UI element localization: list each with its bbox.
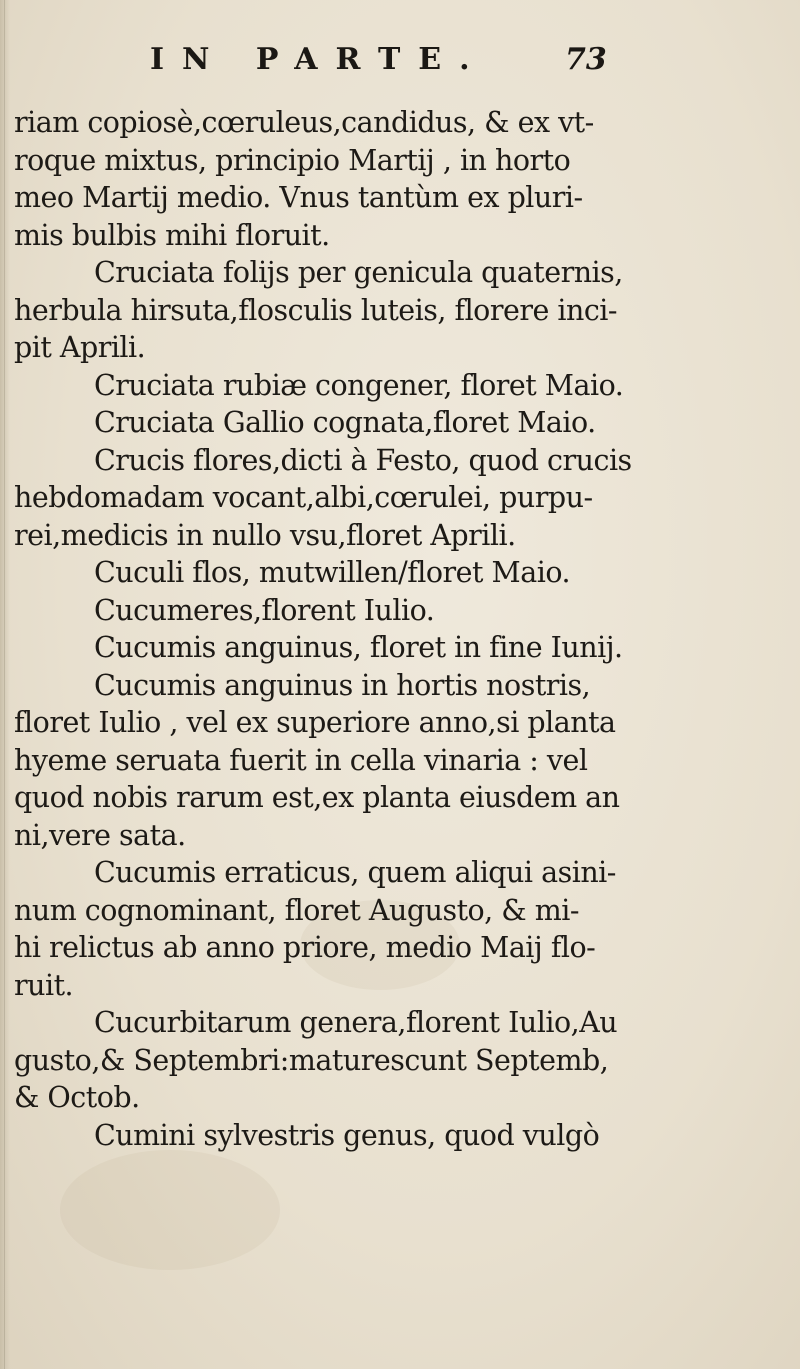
text-line: rei,medicis in nullo vsu,floret Aprili. xyxy=(14,518,516,552)
text-line: ni,vere sata. xyxy=(14,818,186,852)
text-line: herbula hirsuta,flosculis luteis, florere inci- xyxy=(14,293,618,327)
text-line: Cruciata folijs per genicula quaternis, xyxy=(94,256,623,289)
text-line: & Octob. xyxy=(14,1081,140,1114)
page-edge-line xyxy=(4,0,5,1369)
text-line: Cruciata Gallio cognata,floret Maio. xyxy=(94,406,596,439)
text-line: riam copiosè,cœruleus,candidus, & ex vt- xyxy=(14,106,594,139)
text-line: num cognominant, floret Augusto, & mi- xyxy=(14,893,579,927)
page-number: 73 xyxy=(565,42,607,77)
page-gutter-shadow xyxy=(0,0,10,1369)
text-line: Cucumeres,florent Iulio. xyxy=(94,593,435,627)
text-line: meo Martij medio. Vnus tantùm ex pluri- xyxy=(14,181,583,214)
paper-stain xyxy=(60,1150,280,1270)
text-line: ruit. xyxy=(14,968,74,1002)
text-line: hi relictus ab anno priore, medio Maij flo- xyxy=(14,931,596,964)
text-line: Cucumis anguinus in hortis nostris, xyxy=(94,668,591,702)
text-line: Cucumis anguinus, floret in fine Iunij. xyxy=(94,631,623,664)
text-line: Cumini sylvestris genus, quod vulgò xyxy=(94,1118,600,1152)
body-text xyxy=(14,104,794,1154)
text-line: Cuculi flos, mutwillen/floret Maio. xyxy=(94,556,571,589)
text-line: hyeme seruata fuerit in cella vinaria : vel xyxy=(14,743,588,777)
text-line: roque mixtus, principio Martij , in horto xyxy=(14,143,571,177)
text-line: quod nobis rarum est,ex planta eiusdem an xyxy=(14,781,620,814)
text-line: Crucis flores,dicti à Festo, quod crucis xyxy=(94,443,632,477)
text-line: gusto,& Septembri:maturescunt Septemb, xyxy=(14,1043,609,1077)
text-line: Cucurbitarum genera,florent Iulio,Au xyxy=(94,1006,618,1039)
running-head: IN PARTE. xyxy=(150,42,488,77)
text-line: Cruciata rubiæ congener, floret Maio. xyxy=(94,368,624,402)
text-line: Cucumis erraticus, quem aliqui asini- xyxy=(94,856,616,889)
text-line: hebdomadam vocant,albi,cœrulei, purpu- xyxy=(14,481,593,514)
text-line: pit Aprili. xyxy=(14,331,146,364)
text-line: mis bulbis mihi floruit. xyxy=(14,218,330,252)
text-line: floret Iulio , vel ex superiore anno,si planta xyxy=(14,706,616,739)
